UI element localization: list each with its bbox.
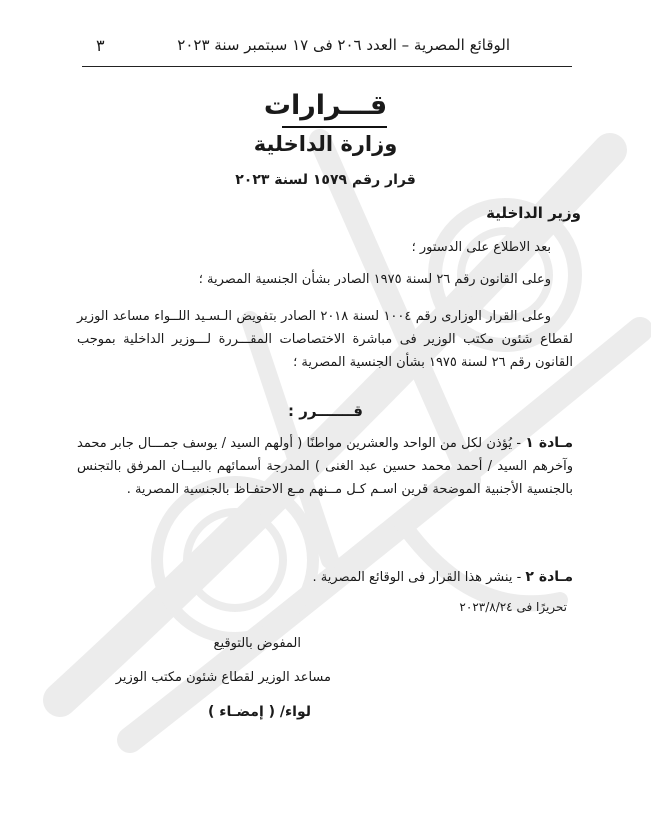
issuer-heading: وزير الداخلية <box>486 204 581 222</box>
decree-number: قرار رقم ١٥٧٩ لسنة ٢٠٢٣ <box>235 172 416 188</box>
article-1-label: مـادة ١ <box>525 435 573 451</box>
article-2 <box>77 566 573 589</box>
running-header <box>82 28 572 67</box>
page-number: ٣ <box>96 36 105 55</box>
ministry-title: وزارة الداخلية <box>253 132 398 156</box>
preamble-law: وعلى القانون رقم ٢٦ لسنة ١٩٧٥ الصادر بشأن الجنسية المصرية ؛ <box>198 272 551 287</box>
signed-date: تحريرًا فى ٢٠٢٣/٨/٢٤ <box>459 600 567 614</box>
preamble-ministerial-decree: وعلى القرار الوزارى رقم ١٠٠٤ لسنة ٢٠١٨ الصادر بتفويض الـسـيد اللــواء مساعد الوزير لقطاع شئون مكتب الوزير فى مباشرة الاختصاصات المقـــررة لـــوزير الداخلية بموجب القانون رقم ٢٦ لسنة ١٩٧٥ بشأن الجنسية المصرية ؛ <box>77 309 573 370</box>
section-title-underline <box>282 126 387 128</box>
preamble-constitution: بعد الاطلاع على الدستور ؛ <box>411 240 551 255</box>
running-head-title: الوقائع المصرية – العدد ٢٠٦ فى ١٧ سبتمبر سنة ٢٠٢٣ <box>177 36 510 54</box>
article-2-label: مـادة ٢ <box>525 569 573 585</box>
article-2-text: - ينشر هذا القرار فى الوقائع المصرية . <box>312 570 526 585</box>
decided-heading: قـــــــرر : <box>288 402 363 420</box>
signature-delegate: المفوض بالتوقيع <box>213 636 301 651</box>
article-1-text: - يُؤذن لكل من الواحد والعشرين مواطنًا ( أولهم السيد / يوسف جمـــال جابر محمد وآخرهم السيد / أحمد محمد حسين عبد الغنى ) المدرجة أسمائهم بالبيــان المرفق بالتجنس بالجنسية الأجنبية الموضحة قرين اسـم كـل مــنهم مـع الاحتفـاظ بالجنسية المصرية . <box>77 436 573 497</box>
article-1 <box>77 432 573 501</box>
signature-name: لواء/ ( إمضـاء ) <box>208 704 311 720</box>
signature-role: مساعد الوزير لقطاع شئون مكتب الوزير <box>115 670 331 685</box>
section-title: قـــرارات <box>263 90 388 121</box>
